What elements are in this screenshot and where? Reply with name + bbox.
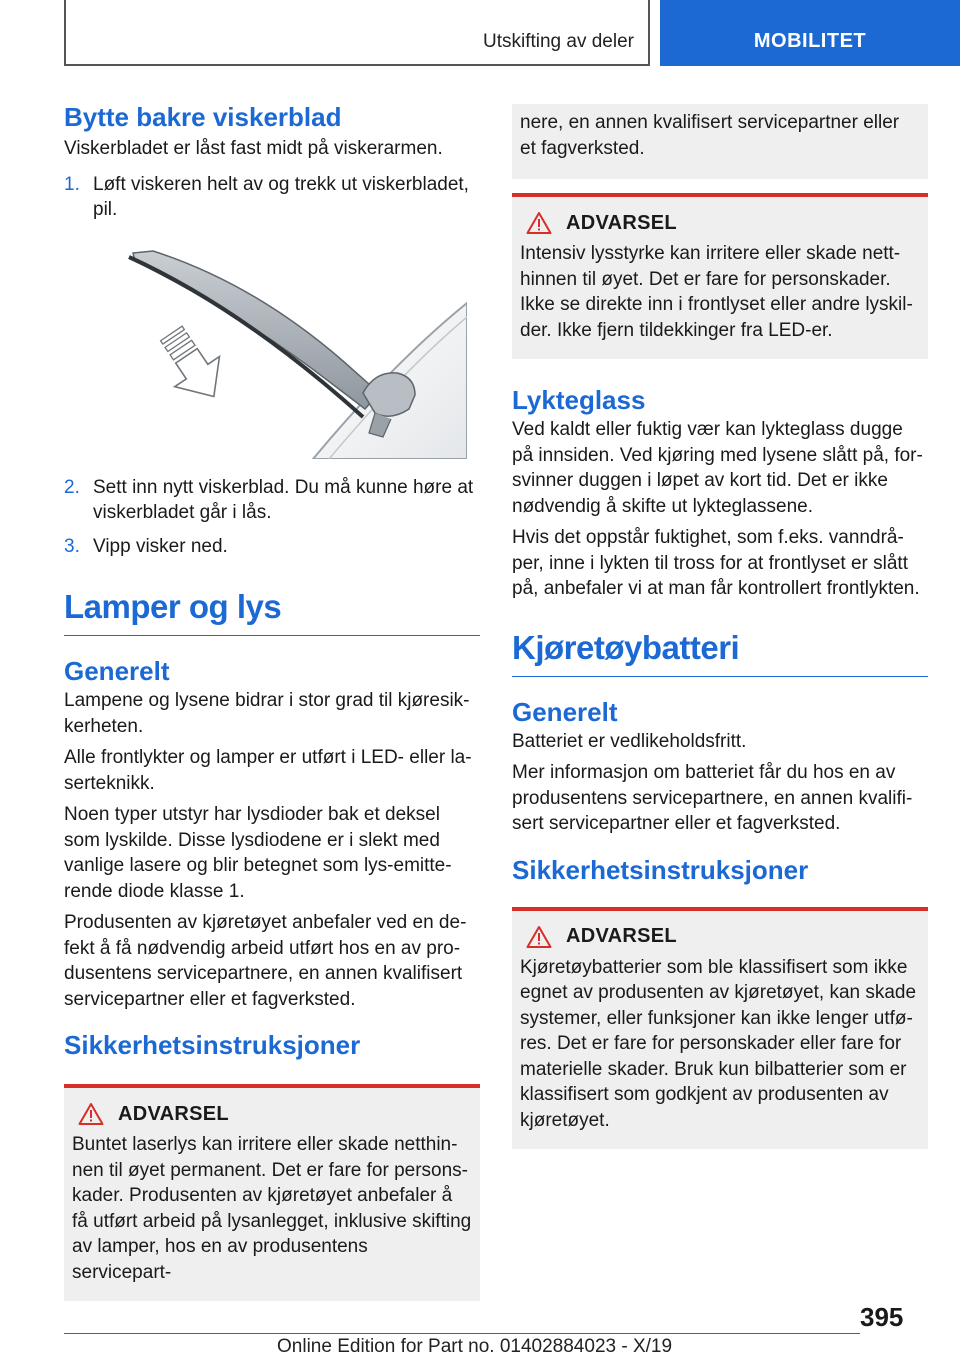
lamps-heading: Lamper og lys [64,588,282,625]
warning-triangle-icon [526,211,552,235]
page-number: 395 [860,1302,904,1332]
warning-header [72,1102,472,1126]
body-paragraph: Alle frontlykter og lamper er utført i LED- eller la‐serteknikk. [64,747,472,794]
warning-text: Buntet laserlys kan irritere eller skade netthin‐nen til øyet permanent. Det er fare for persons‐kader. Produsenten av kjøretøyet anbefaler å få utført arbeid på lysanlegget, inklusive skifting av lamper, hos en av produsentens servicepart‐ [72,1134,472,1283]
step-number: 2. [64,476,80,498]
chapter-tab-label: MOBILITET [753,30,867,52]
continued-text: nere, en annen kvalifisert servicepartner eller et fagverksted. [520,112,900,159]
warning-header [520,211,920,235]
chapter-tab[interactable] [660,0,960,66]
wiper-heading: Bytte bakre viskerblad [64,102,342,132]
left-column [64,100,480,1301]
body-paragraph: Mer informasjon om batteriet får du hos en av produsentens servicepartnere, en annen kvalifi‐sert servicepartner eller et fagverksted. [512,762,913,834]
body-paragraph: Batteriet er vedlikeholdsfritt. [512,730,747,752]
step-item [64,534,480,560]
lamps-heading-block [64,585,480,636]
header-bar [64,0,650,66]
general-heading: Generelt [64,656,170,686]
warning-box [512,907,928,1150]
glass-heading: Lykteglass [512,385,646,415]
body-paragraph: Lampene og lysene bidrar i stor grad til kjøresik‐kerheten. [64,690,470,737]
wiper-illustration [93,243,467,459]
body-paragraph: Noen typer utstyr har lysdioder bak et deksel som lyskilde. Disse lysdiodene er i slekt med vanlige lasere og blir betegnet som lys-emitte‐rende diode klasse 1. [64,804,452,902]
step-text: Vipp visker ned. [93,535,228,557]
battery-heading-block [512,626,928,677]
warning-title: ADVARSEL [566,925,677,947]
step-number: 3. [64,535,80,557]
step-number: 1. [64,173,80,195]
safety-heading: Sikkerhetsinstruksjoner [64,1030,361,1060]
step-item [64,172,480,223]
safety-heading: Sikkerhetsinstruksjoner [512,854,809,885]
footer-divider [64,1333,860,1334]
step-text: Løft viskeren helt av og trekk ut viskerbladet, pil. [93,173,469,220]
general-heading: Generelt [512,696,618,727]
body-paragraph: Ved kaldt eller fuktig vær kan lykteglass dugge på innsiden. Ved kjøring med lysene slått på, for‐svinner duggen i løpet av kort tid. Det er ikke nødvendig å skifte ut lykteglassene. [512,419,923,517]
edition-note: Online Edition for Part no. 01402884023 - X/19 [277,1336,673,1357]
warning-title: ADVARSEL [566,211,677,234]
step-text: Sett inn nytt viskerblad. Du må kunne høre at viskerbladet går i lås. [93,476,474,523]
wiper-intro: Viskerbladet er låst fast midt på viskerarmen. [64,138,443,159]
warning-title: ADVARSEL [118,1102,229,1125]
warning-box [512,193,928,359]
battery-heading: Kjøretøybatteri [512,628,740,666]
warning-continuation [512,104,928,179]
body-paragraph: Produsenten av kjøretøyet anbefaler ved en de‐fekt å få nødvendig arbeid utført hos en av pro‐dusentens servicepartnere, en annen kvalifisert servicepartner eller et fagverksted. [64,912,467,1010]
right-column [512,104,928,1149]
warning-text: Intensiv lysstyrke kan irritere eller skade nett‐hinnen til øyet. Det er fare for personskader. Ikke se direkte inn i frontlyset eller andre lyskil‐der. Ikke fjern tildekkinger fra LED-er. [520,243,913,341]
warning-box [64,1084,480,1301]
warning-text: Kjøretøybatterier som ble klassifisert som ikke egnet av produsenten av kjøretøyet, kan skade systemer, eller funksjoner kan ikke lenger utfø‐res. Det er fare for personskader eller fare for materielle skader. Bruk kun bilbatterier som er klassifisert som godkjent av produsenten av kjøretøyet. [520,956,917,1131]
warning-triangle-icon [526,925,552,949]
body-paragraph: Hvis det oppstår fuktighet, som f.eks. vanndrå‐per, inne i lykten til tross for at frontlyset er slått på, anbefaler vi at man får kontrollert frontlykten. [512,527,920,599]
wiper-steps [64,172,480,223]
warning-triangle-icon [78,1102,104,1126]
warning-header [520,925,920,949]
wiper-steps-continued [64,475,480,560]
step-item [64,475,480,526]
section-title: Utskifting av deler [482,31,634,52]
